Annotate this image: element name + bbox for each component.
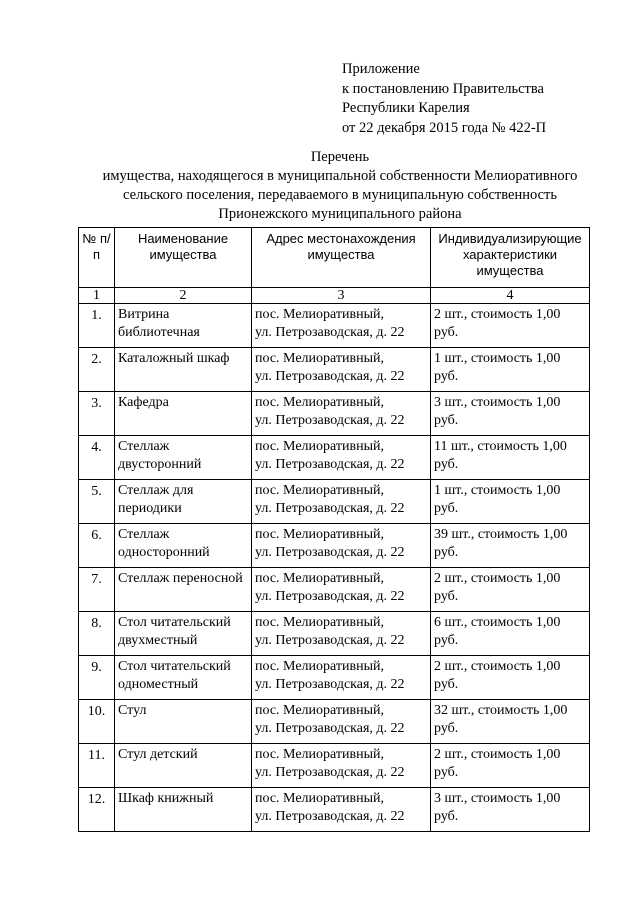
characteristics-line: руб. (434, 721, 459, 736)
address-line: пос. Мелиоративный, (255, 659, 384, 674)
address-line: пос. Мелиоративный, (255, 747, 384, 762)
item-characteristics (431, 788, 590, 832)
address-line: пос. Мелиоративный, (255, 791, 384, 806)
item-characteristics (431, 348, 590, 392)
appendix-reference (342, 60, 546, 138)
table-row (79, 524, 590, 568)
characteristics-line: руб. (434, 369, 459, 384)
characteristics-line: руб. (434, 589, 459, 604)
address-line: пос. Мелиоративный, (255, 703, 384, 718)
item-characteristics (431, 436, 590, 480)
row-number: 1. (79, 304, 115, 348)
appendix-line: Приложение (342, 61, 420, 77)
item-name: Стеллаж односторонний (115, 524, 252, 568)
item-name: Витрина библиотечная (115, 304, 252, 348)
item-address (252, 744, 431, 788)
item-characteristics (431, 480, 590, 524)
table-row (79, 744, 590, 788)
characteristics-line: 2 шт., стоимость 1,00 (434, 747, 561, 762)
title-line: сельского поселения, передаваемого в муниципальную собственность (123, 187, 557, 203)
column-number: 3 (252, 288, 431, 304)
characteristics-line: руб. (434, 633, 459, 648)
address-line: ул. Петрозаводская, д. 22 (255, 589, 405, 604)
characteristics-line: 11 шт., стоимость 1,00 (434, 439, 567, 454)
item-characteristics (431, 612, 590, 656)
item-address (252, 304, 431, 348)
address-line: ул. Петрозаводская, д. 22 (255, 501, 405, 516)
characteristics-line: руб. (434, 677, 459, 692)
appendix-line: к постановлению Правительства (342, 80, 544, 97)
characteristics-line: 1 шт., стоимость 1,00 (434, 351, 561, 366)
characteristics-line: руб. (434, 457, 459, 472)
item-address (252, 436, 431, 480)
address-line: пос. Мелиоративный, (255, 351, 384, 366)
header-address: Адрес местонахождения имущества (252, 228, 431, 288)
characteristics-line: 3 шт., стоимость 1,00 (434, 395, 561, 410)
item-characteristics (431, 568, 590, 612)
address-line: ул. Петрозаводская, д. 22 (255, 545, 405, 560)
table-row (79, 304, 590, 348)
column-number: 4 (431, 288, 590, 304)
table-row (79, 480, 590, 524)
item-name: Кафедра (115, 392, 252, 436)
item-name: Стол читательский двухместный (115, 612, 252, 656)
address-line: ул. Петрозаводская, д. 22 (255, 633, 405, 648)
item-name: Шкаф книжный (115, 788, 252, 832)
appendix-line: от 22 декабря 2015 года № 422-П (342, 119, 547, 136)
address-line: пос. Мелиоративный, (255, 483, 384, 498)
address-line: пос. Мелиоративный, (255, 307, 384, 322)
characteristics-line: 2 шт., стоимость 1,00 (434, 659, 561, 674)
item-characteristics (431, 744, 590, 788)
row-number: 9. (79, 656, 115, 700)
address-line: пос. Мелиоративный, (255, 615, 384, 630)
address-line: ул. Петрозаводская, д. 22 (255, 457, 405, 472)
address-line: ул. Петрозаводская, д. 22 (255, 721, 405, 736)
item-address (252, 612, 431, 656)
table-row (79, 348, 590, 392)
table-row (79, 612, 590, 656)
row-number: 6. (79, 524, 115, 568)
table-row (79, 436, 590, 480)
table-row (79, 700, 590, 744)
title-heading: Перечень (310, 149, 370, 165)
item-characteristics (431, 700, 590, 744)
row-number: 10. (79, 700, 115, 744)
characteristics-line: руб. (434, 413, 459, 428)
document-title (60, 148, 620, 224)
item-address (252, 392, 431, 436)
column-numbers-row (79, 288, 590, 304)
item-name: Каталожный шкаф (115, 348, 252, 392)
item-characteristics (431, 392, 590, 436)
item-address (252, 656, 431, 700)
characteristics-line: 32 шт., стоимость 1,00 (434, 703, 568, 718)
item-name: Стеллаж переносной (115, 568, 252, 612)
item-name: Стеллаж для периодики (115, 480, 252, 524)
characteristics-line: руб. (434, 765, 459, 780)
characteristics-line: руб. (434, 501, 459, 516)
address-line: ул. Петрозаводская, д. 22 (255, 325, 405, 340)
row-number: 5. (79, 480, 115, 524)
table-row (79, 568, 590, 612)
row-number: 2. (79, 348, 115, 392)
item-name: Стол читательский одноместный (115, 656, 252, 700)
item-address (252, 524, 431, 568)
item-address (252, 700, 431, 744)
characteristics-line: руб. (434, 809, 459, 824)
item-address (252, 348, 431, 392)
column-number: 2 (115, 288, 252, 304)
item-name: Стул (115, 700, 252, 744)
header-characteristics: Индивидуализирующие характеристики имущества (431, 228, 590, 288)
table-row (79, 656, 590, 700)
item-address (252, 788, 431, 832)
characteristics-line: 39 шт., стоимость 1,00 (434, 527, 568, 542)
row-number: 12. (79, 788, 115, 832)
column-number: 1 (79, 288, 115, 304)
characteristics-line: руб. (434, 545, 459, 560)
address-line: ул. Петрозаводская, д. 22 (255, 413, 405, 428)
table-row (79, 392, 590, 436)
row-number: 4. (79, 436, 115, 480)
row-number: 8. (79, 612, 115, 656)
item-name: Стеллаж двусторонний (115, 436, 252, 480)
header-number: № п/п (79, 228, 115, 288)
address-line: ул. Петрозаводская, д. 22 (255, 765, 405, 780)
characteristics-line: 2 шт., стоимость 1,00 (434, 571, 561, 586)
item-address (252, 480, 431, 524)
item-address (252, 568, 431, 612)
row-number: 11. (79, 744, 115, 788)
item-characteristics (431, 524, 590, 568)
address-line: пос. Мелиоративный, (255, 439, 384, 454)
header-name: Наименование имущества (115, 228, 252, 288)
title-line: Прионежского муниципального района (218, 206, 462, 222)
title-line: имущества, находящегося в муниципальной собственности Мелиоративного (102, 168, 578, 184)
appendix-line: Республики Карелия (342, 100, 470, 116)
item-characteristics (431, 656, 590, 700)
item-name: Стул детский (115, 744, 252, 788)
property-table (78, 227, 590, 832)
characteristics-line: 1 шт., стоимость 1,00 (434, 483, 561, 498)
table-header-row (79, 228, 590, 288)
characteristics-line: 2 шт., стоимость 1,00 (434, 307, 561, 322)
address-line: пос. Мелиоративный, (255, 395, 384, 410)
table-row (79, 788, 590, 832)
address-line: ул. Петрозаводская, д. 22 (255, 809, 405, 824)
characteristics-line: 6 шт., стоимость 1,00 (434, 615, 561, 630)
item-characteristics (431, 304, 590, 348)
address-line: пос. Мелиоративный, (255, 571, 384, 586)
characteristics-line: 3 шт., стоимость 1,00 (434, 791, 561, 806)
address-line: ул. Петрозаводская, д. 22 (255, 677, 405, 692)
address-line: пос. Мелиоративный, (255, 527, 384, 542)
characteristics-line: руб. (434, 325, 459, 340)
row-number: 3. (79, 392, 115, 436)
address-line: ул. Петрозаводская, д. 22 (255, 369, 405, 384)
row-number: 7. (79, 568, 115, 612)
